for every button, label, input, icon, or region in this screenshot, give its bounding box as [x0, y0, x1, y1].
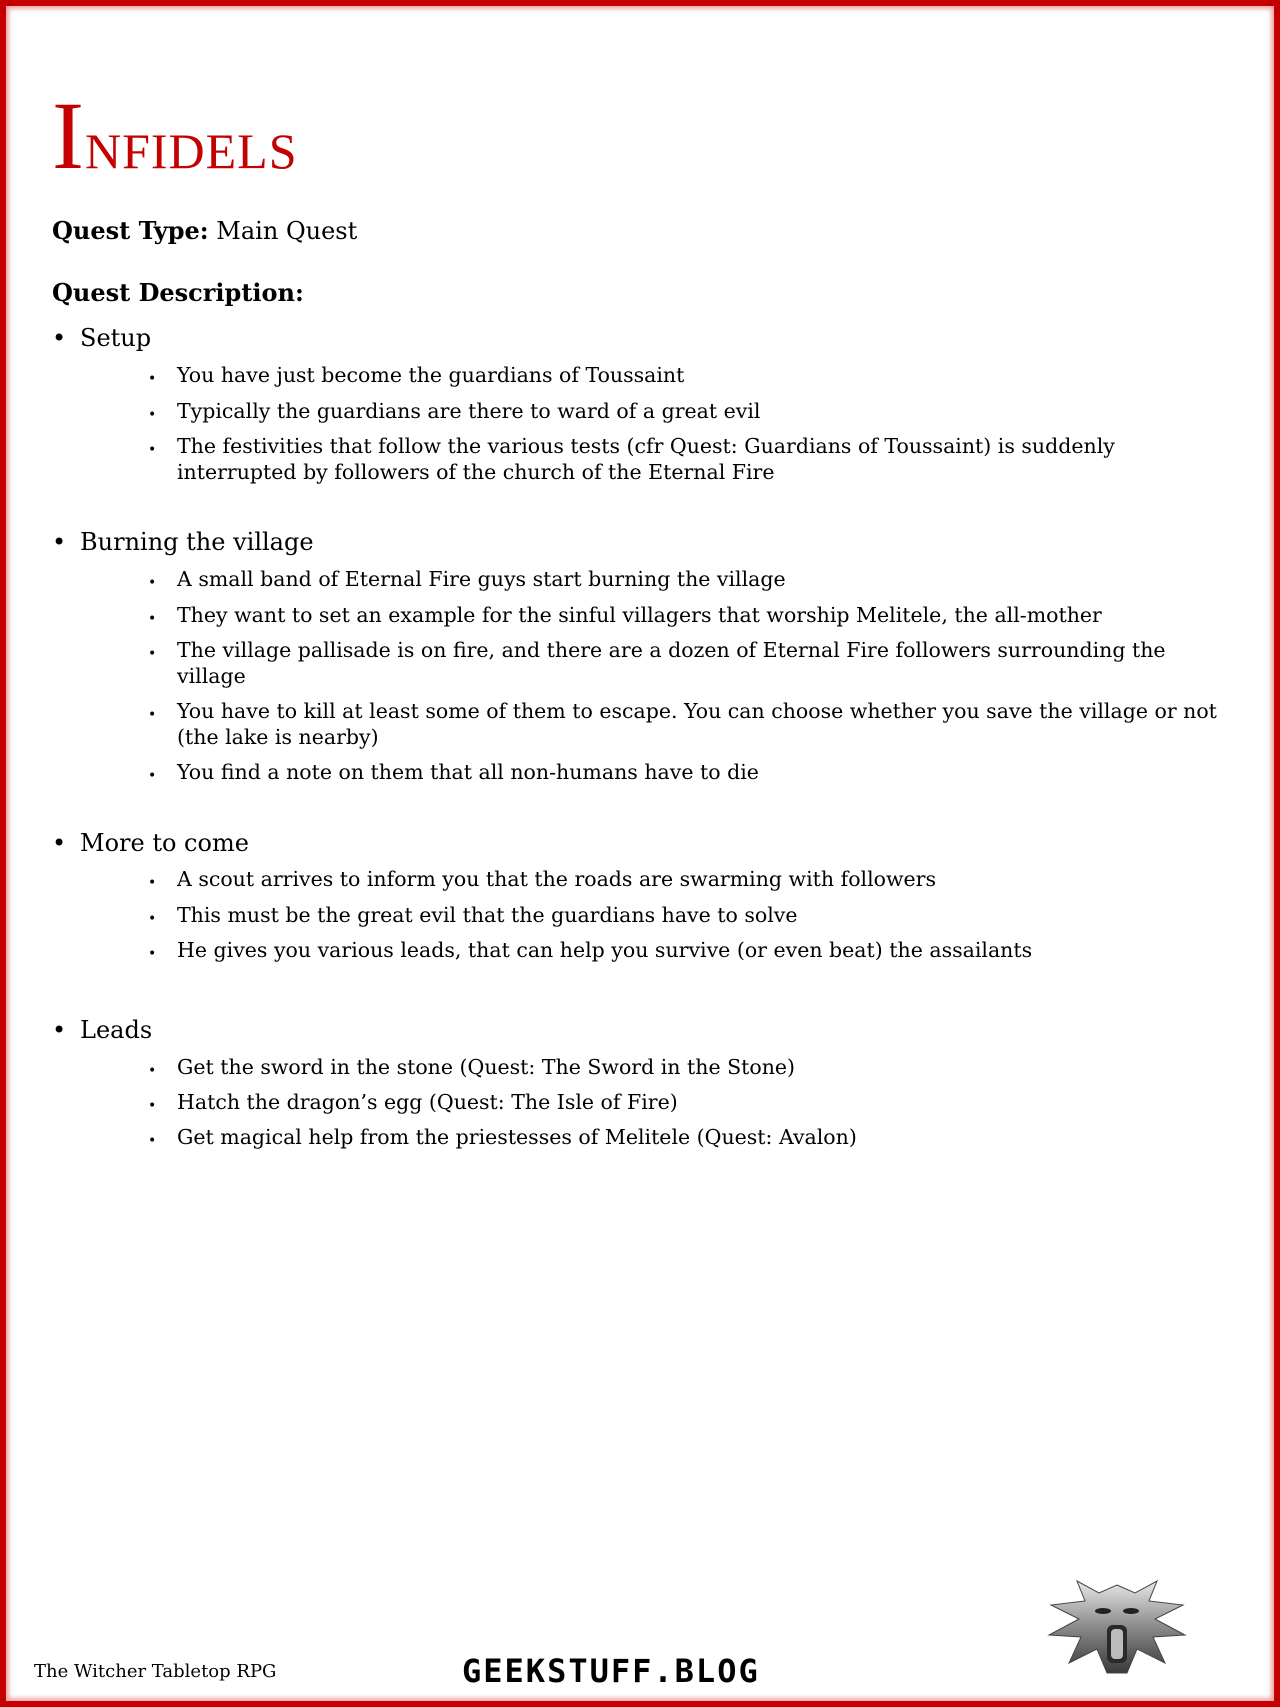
- list-item: • Hatch the dragon’s egg (Quest: The Isle of Fire): [148, 1089, 1218, 1115]
- bullet-icon: •: [148, 1063, 157, 1079]
- list-item: • Get the sword in the stone (Quest: The Sword in the Stone): [148, 1054, 1218, 1080]
- list-item: • Get magical help from the priestesses of Melitele (Quest: Avalon): [148, 1124, 1218, 1150]
- bullet-icon: •: [52, 829, 67, 857]
- page-title: [52, 82, 298, 189]
- quest-description-label: Quest Description:: [52, 278, 304, 307]
- section-title: Leads: [80, 1016, 153, 1044]
- bullet-icon: •: [148, 1133, 157, 1149]
- quest-type: [52, 216, 357, 245]
- section-title: Setup: [80, 324, 152, 352]
- list-item: • Typically the guardians are there to ward of a great evil: [148, 398, 1218, 424]
- bullet-icon: •: [148, 946, 157, 962]
- bullet-icon: •: [148, 911, 157, 927]
- list-item: • He gives you various leads, that can help you survive (or even beat) the assailants: [148, 937, 1218, 963]
- list-item: • A small band of Eternal Fire guys start burning the village: [148, 566, 1218, 592]
- bullet-icon: •: [52, 528, 67, 556]
- bullet-icon: •: [52, 324, 67, 352]
- list-item: • This must be the great evil that the guardians have to solve: [148, 902, 1218, 928]
- bullet-icon: •: [52, 1016, 67, 1044]
- quest-description-heading: [52, 278, 304, 307]
- bullet-icon: •: [148, 875, 157, 891]
- bullet-icon: •: [148, 575, 157, 591]
- title-initial: I: [52, 82, 85, 189]
- list-item: • The village pallisade is on fire, and there are a dozen of Eternal Fire followers surrounding the village: [148, 638, 1166, 688]
- list-item: • A scout arrives to inform you that the roads are swarming with followers: [148, 866, 1218, 892]
- bullet-icon: •: [148, 371, 157, 387]
- bullet-icon: •: [148, 707, 157, 723]
- section-title: Burning the village: [80, 528, 314, 556]
- section-title: More to come: [80, 829, 249, 857]
- bullet-icon: •: [148, 768, 157, 784]
- title-rest: nfidels: [84, 104, 298, 184]
- bullet-icon: •: [148, 1098, 157, 1114]
- bullet-icon: •: [148, 407, 157, 423]
- wolf-medallion-icon: [1045, 1575, 1190, 1675]
- quest-type-value: Main Quest: [216, 217, 358, 245]
- list-item: • You have just become the guardians of Toussaint: [148, 362, 1218, 388]
- list-item: • You have to kill at least some of them to escape. You can choose whether you save the village or not (the lake is nearby): [148, 699, 1217, 749]
- list-item: • They want to set an example for the sinful villagers that worship Melitele, the all-mother: [148, 602, 1218, 628]
- footer-site-link[interactable]: GEEKSTUFF.BLOG: [462, 1652, 760, 1690]
- footer-game-title: The Witcher Tabletop RPG: [34, 1661, 277, 1682]
- bullet-icon: •: [148, 611, 157, 627]
- bullet-icon: •: [148, 442, 157, 458]
- bullet-icon: •: [148, 646, 157, 662]
- list-item: • The festivities that follow the various tests (cfr Quest: Guardians of Toussaint) is suddenly interrupted by followers of the church of the Eternal Fire: [148, 434, 1115, 484]
- quest-type-label: Quest Type:: [52, 216, 209, 245]
- list-item: • You find a note on them that all non-humans have to die: [148, 759, 1218, 785]
